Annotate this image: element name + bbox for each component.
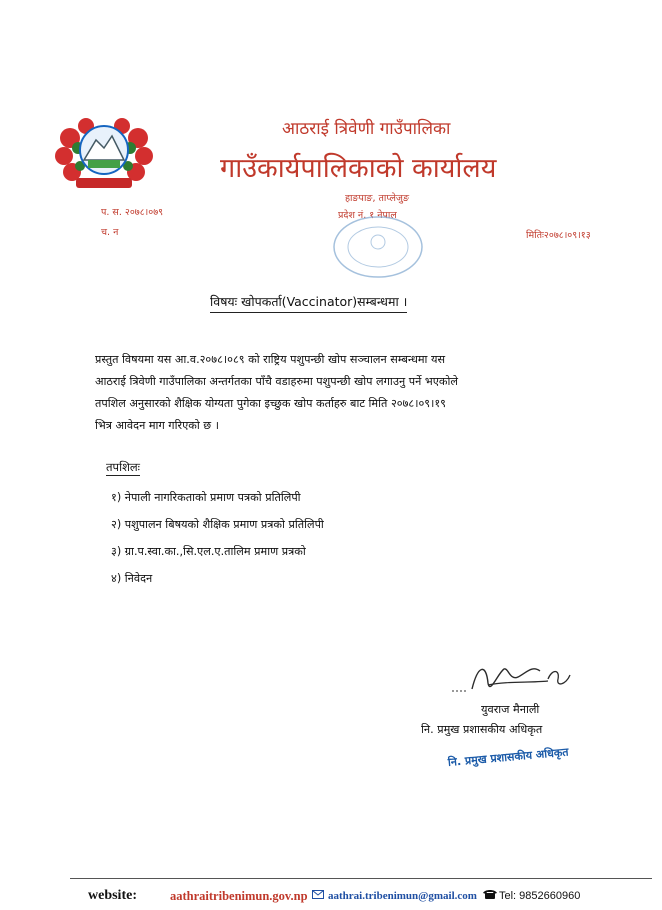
list-title: तपशिलः [106, 460, 141, 474]
office-title: गाउँकार्यपालिकाको कार्यालय [220, 153, 497, 184]
signer-title: नि. प्रमुख प्रशासकीय अधिकृत [421, 723, 543, 736]
list-item: १) नेपाली नागरिकताको प्रमाण पत्रको प्रतिलिपी [111, 491, 301, 504]
telephone: Tel: 9852660960 [499, 890, 581, 902]
letter-date: मितिः२०७८।०९।१३ [526, 230, 591, 241]
mail-icon [312, 890, 324, 899]
body-line: आठराई त्रिवेणी गाउँपालिका अन्तर्गतका पाँचै वडाहरुमा पशुपन्छी खोप लगाउनु पर्ने भएकोले [95, 375, 458, 388]
dispatch-number: च. न [101, 227, 119, 238]
body-line: भित्र आवेदन माग गरिएको छ । [95, 419, 219, 432]
signature-icon [448, 655, 578, 705]
email-link[interactable]: aathrai.tribenimun@gmail.com [328, 890, 477, 902]
website-link[interactable]: aathraitribenimun.gov.np [170, 889, 308, 903]
body-line: प्रस्तुत विषयमा यस आ.व.२०७८।०८९ को राष्ट्रिय पशुपन्छी खोप सञ्चालन सम्बन्धमा यस [95, 353, 446, 366]
footer [88, 888, 658, 906]
office-seal-icon [328, 212, 428, 282]
org-name-line1: आठराई त्रिवेणी गाउँपालिका [282, 119, 451, 139]
list-item: ३) ग्रा.प.स्वा.का.,सि.एल.ए.तालिम प्रमाण प्रत्रको [111, 545, 306, 558]
footer-divider [70, 878, 652, 879]
list-item: ४) निवेदन [111, 572, 153, 585]
website-label: website: [88, 888, 137, 903]
designation-stamp: नि. प्रमुख प्रशासकीय अधिकृत [447, 745, 570, 769]
list-item: २) पशुपालन बिषयको शैक्षिक प्रमाण प्रत्रको प्रतिलिपी [111, 518, 324, 531]
reference-number: प. स. २०७८।०७९ [101, 207, 164, 218]
phone-icon [483, 889, 497, 900]
body-line: तपशिल अनुसारको शैक्षिक योग्यता पुगेका इच्छुक खोप कर्ताहरु बाट मिति २०७८।०९।१९ [95, 397, 446, 410]
subject-line: विषयः खोपकर्ता(Vaccinator)सम्बन्धमा । [210, 293, 407, 313]
address-line1: हाङपाङ, ताप्लेजुङ [345, 193, 410, 204]
requirements-list [111, 490, 324, 598]
nepal-emblem-icon [50, 108, 158, 198]
address-line2: प्रदेश नं. १ नेपाल [338, 210, 397, 221]
signer-name: युवराज मैनाली [481, 703, 540, 716]
body-paragraph [95, 349, 575, 437]
